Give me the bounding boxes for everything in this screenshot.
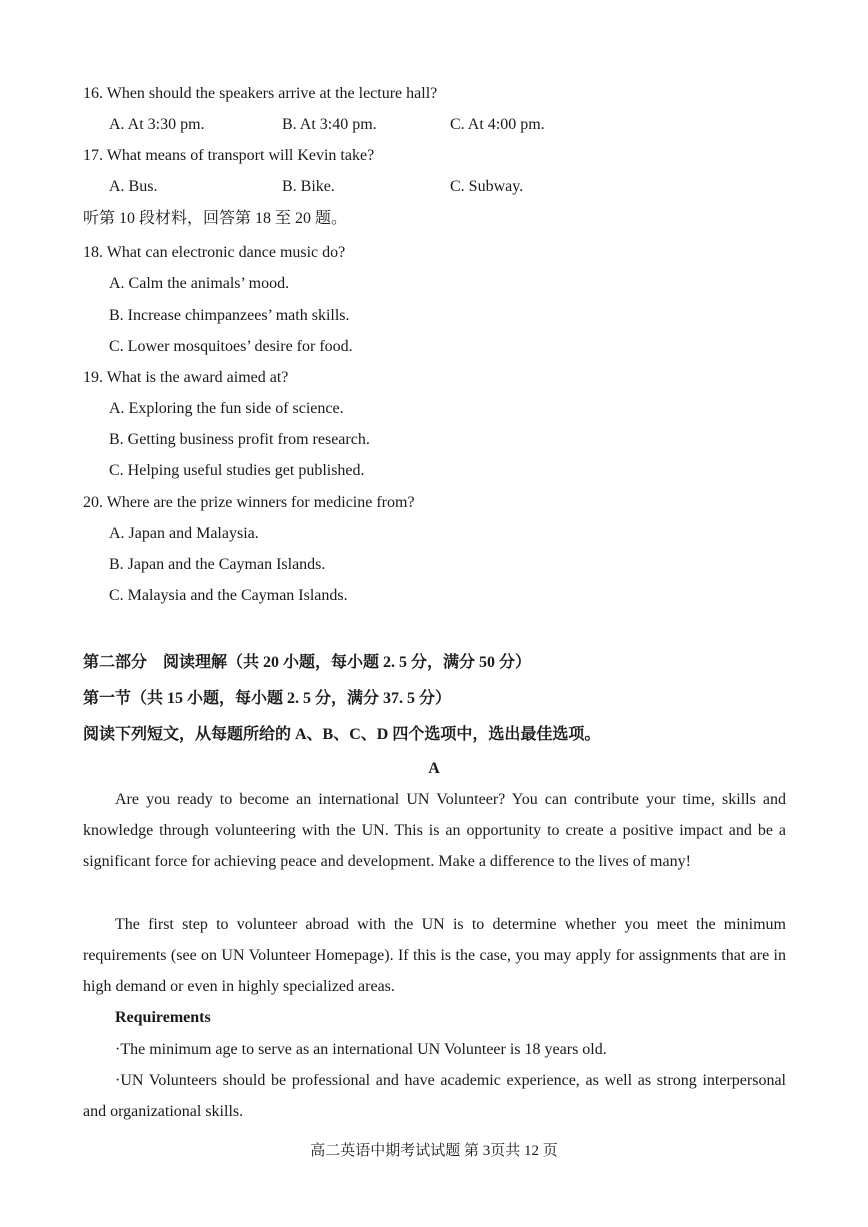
reading-section-heading: 第一节（共 15 小题，每小题 2. 5 分，满分 37. 5 分） <box>83 690 452 707</box>
question-18-option-a: A. Calm the animals’ mood. <box>109 275 290 292</box>
question-17-stem: 17. What means of transport will Kevin take? <box>83 147 375 164</box>
reading-instruction: 阅读下列短文，从每题所给的 A、B、C、D 四个选项中，选出最佳选项。 <box>83 726 601 743</box>
question-18-option-b: B. Increase chimpanzees’ math skills. <box>109 307 350 324</box>
question-19-option-b: B. Getting business profit from research. <box>109 431 370 448</box>
question-16-stem: 16. When should the speakers arrive at the lecture hall? <box>83 85 438 102</box>
passage-paragraph-1-text: Are you ready to become an international UN Volunteer? You can contribute your time, skills and knowledge through volunteering with the UN. This is an opportunity to create a positive impact and be a significant force for achieving peace and development. Make a difference to the lives of many! <box>83 791 786 871</box>
requirement-item-2-text: ·UN Volunteers should be professional and have academic experience, as well as strong interpersonal and organizational skills. <box>83 1072 786 1121</box>
question-20-option-c: C. Malaysia and the Cayman Islands. <box>109 587 348 604</box>
question-19-stem: 19. What is the award aimed at? <box>83 369 289 386</box>
question-18-stem: 18. What can electronic dance music do? <box>83 244 346 261</box>
question-16-option-c: C. At 4:00 pm. <box>450 116 545 133</box>
passage-paragraph-2-text: The first step to volunteer abroad with the UN is to determine whether you meet the minimum requirements (see on UN Volunteer Homepage). If this is the case, you may apply for assignments that are in high demand or even in highly specialized areas. <box>83 916 786 996</box>
passage-paragraph-1 <box>83 784 786 878</box>
question-17-option-a: A. Bus. <box>109 178 158 195</box>
question-18-option-c: C. Lower mosquitoes’ desire for food. <box>109 338 353 355</box>
passage-paragraph-2 <box>83 909 786 1003</box>
requirement-item-2 <box>83 1065 786 1127</box>
question-20-option-a: A. Japan and Malaysia. <box>109 525 259 542</box>
question-19-option-c: C. Helping useful studies get published. <box>109 462 365 479</box>
question-20-stem: 20. Where are the prize winners for medicine from? <box>83 494 415 511</box>
section-10-intro: 听第 10 段材料，回答第 18 至 20 题。 <box>83 210 348 227</box>
question-17-option-c: C. Subway. <box>450 178 524 195</box>
question-16-option-a: A. At 3:30 pm. <box>109 116 205 133</box>
passage-label: A <box>428 760 440 777</box>
page-footer: 高二英语中期考试试题 第 3页共 12 页 <box>310 1143 558 1159</box>
requirement-item-1: ·The minimum age to serve as an international UN Volunteer is 18 years old. <box>115 1041 607 1058</box>
question-16-option-b: B. At 3:40 pm. <box>282 116 377 133</box>
question-20-option-b: B. Japan and the Cayman Islands. <box>109 556 326 573</box>
question-19-option-a: A. Exploring the fun side of science. <box>109 400 344 417</box>
requirements-heading: Requirements <box>115 1009 211 1026</box>
question-17-option-b: B. Bike. <box>282 178 335 195</box>
reading-part-heading: 第二部分 阅读理解（共 20 小题，每小题 2. 5 分，满分 50 分） <box>83 654 532 671</box>
